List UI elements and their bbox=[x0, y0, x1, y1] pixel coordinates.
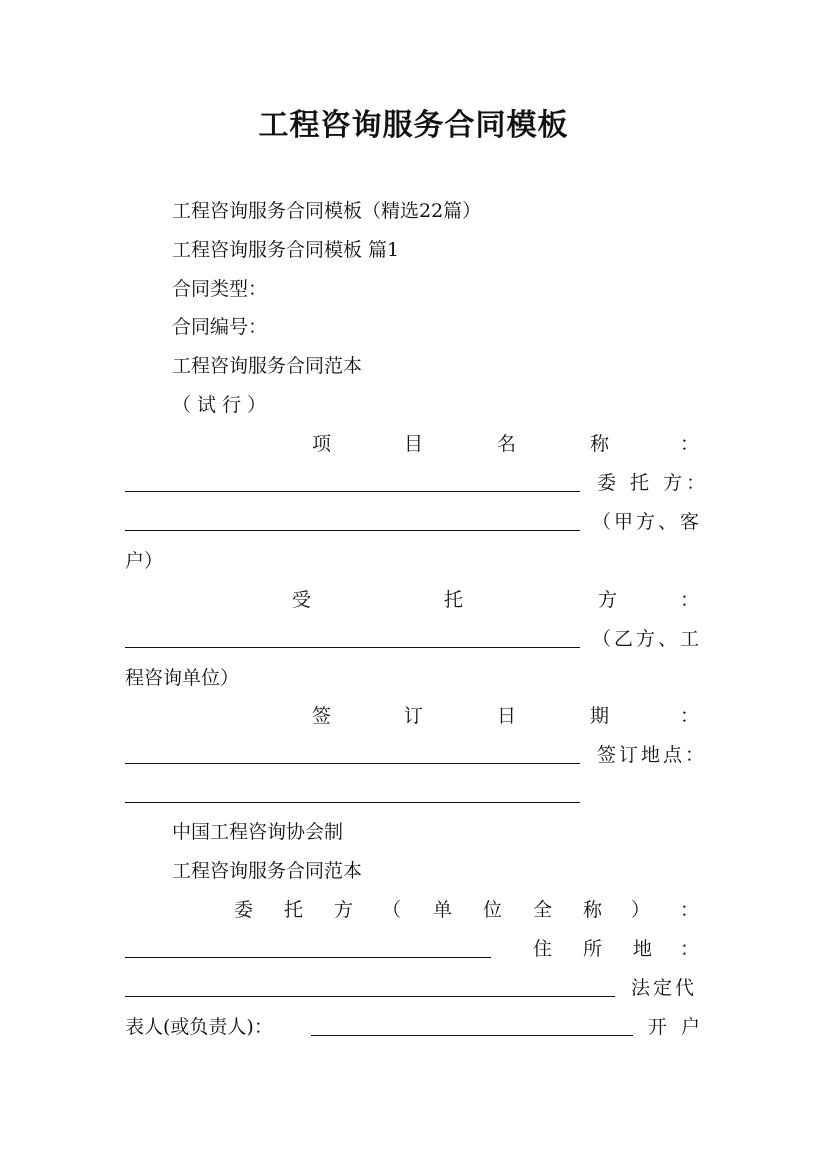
trial-label: （ 试 行 ） bbox=[172, 394, 267, 416]
address-label: 住 所 地 ： bbox=[533, 938, 700, 960]
client-blank bbox=[125, 530, 580, 531]
legal-rep-blank bbox=[311, 1035, 633, 1036]
contract-number-label: 合同编号： bbox=[172, 316, 268, 338]
paragraph-heading: 工程咨询服务合同模板（精选22篇） bbox=[172, 200, 482, 222]
trustee-blank bbox=[125, 647, 580, 648]
document-title: 工程咨询服务合同模板 bbox=[258, 108, 569, 143]
trustee-note: （乙方、工 bbox=[592, 628, 703, 650]
paragraph-subheading: 工程咨询服务合同模板 篇1 bbox=[172, 239, 400, 261]
client-label: 委 托 方： bbox=[597, 472, 710, 494]
sign-place-blank bbox=[125, 802, 580, 803]
client-full-name-label: 委 托 方 （ 单 位 全 称 ） ： bbox=[234, 899, 700, 921]
client-note: （甲方、客 bbox=[592, 511, 703, 533]
trustee-label: 受 托 方 ： bbox=[292, 589, 700, 611]
sign-date-blank bbox=[125, 763, 580, 764]
bank-label: 开 户 bbox=[648, 1016, 705, 1038]
contract-sample-title-2: 工程咨询服务合同范本 bbox=[172, 860, 363, 882]
sign-date-label: 签 订 日 期 ： bbox=[312, 705, 700, 727]
organization-note: 中国工程咨询协会制 bbox=[172, 821, 344, 843]
project-name-blank bbox=[125, 491, 580, 492]
trustee-note-cont: 程咨询单位） bbox=[125, 667, 240, 689]
sign-place-label: 签订地点： bbox=[597, 744, 708, 766]
contract-sample-title: 工程咨询服务合同范本 bbox=[172, 355, 363, 377]
address-blank bbox=[125, 996, 615, 997]
legal-rep-label: 法定代 bbox=[631, 977, 698, 999]
client-note-cont: 户） bbox=[125, 550, 164, 572]
legal-rep-label-cont: 表人(或负责人)： bbox=[125, 1016, 273, 1038]
contract-type-label: 合同类型： bbox=[172, 278, 268, 300]
project-name-label: 项 目 名 称 ： bbox=[312, 433, 700, 455]
